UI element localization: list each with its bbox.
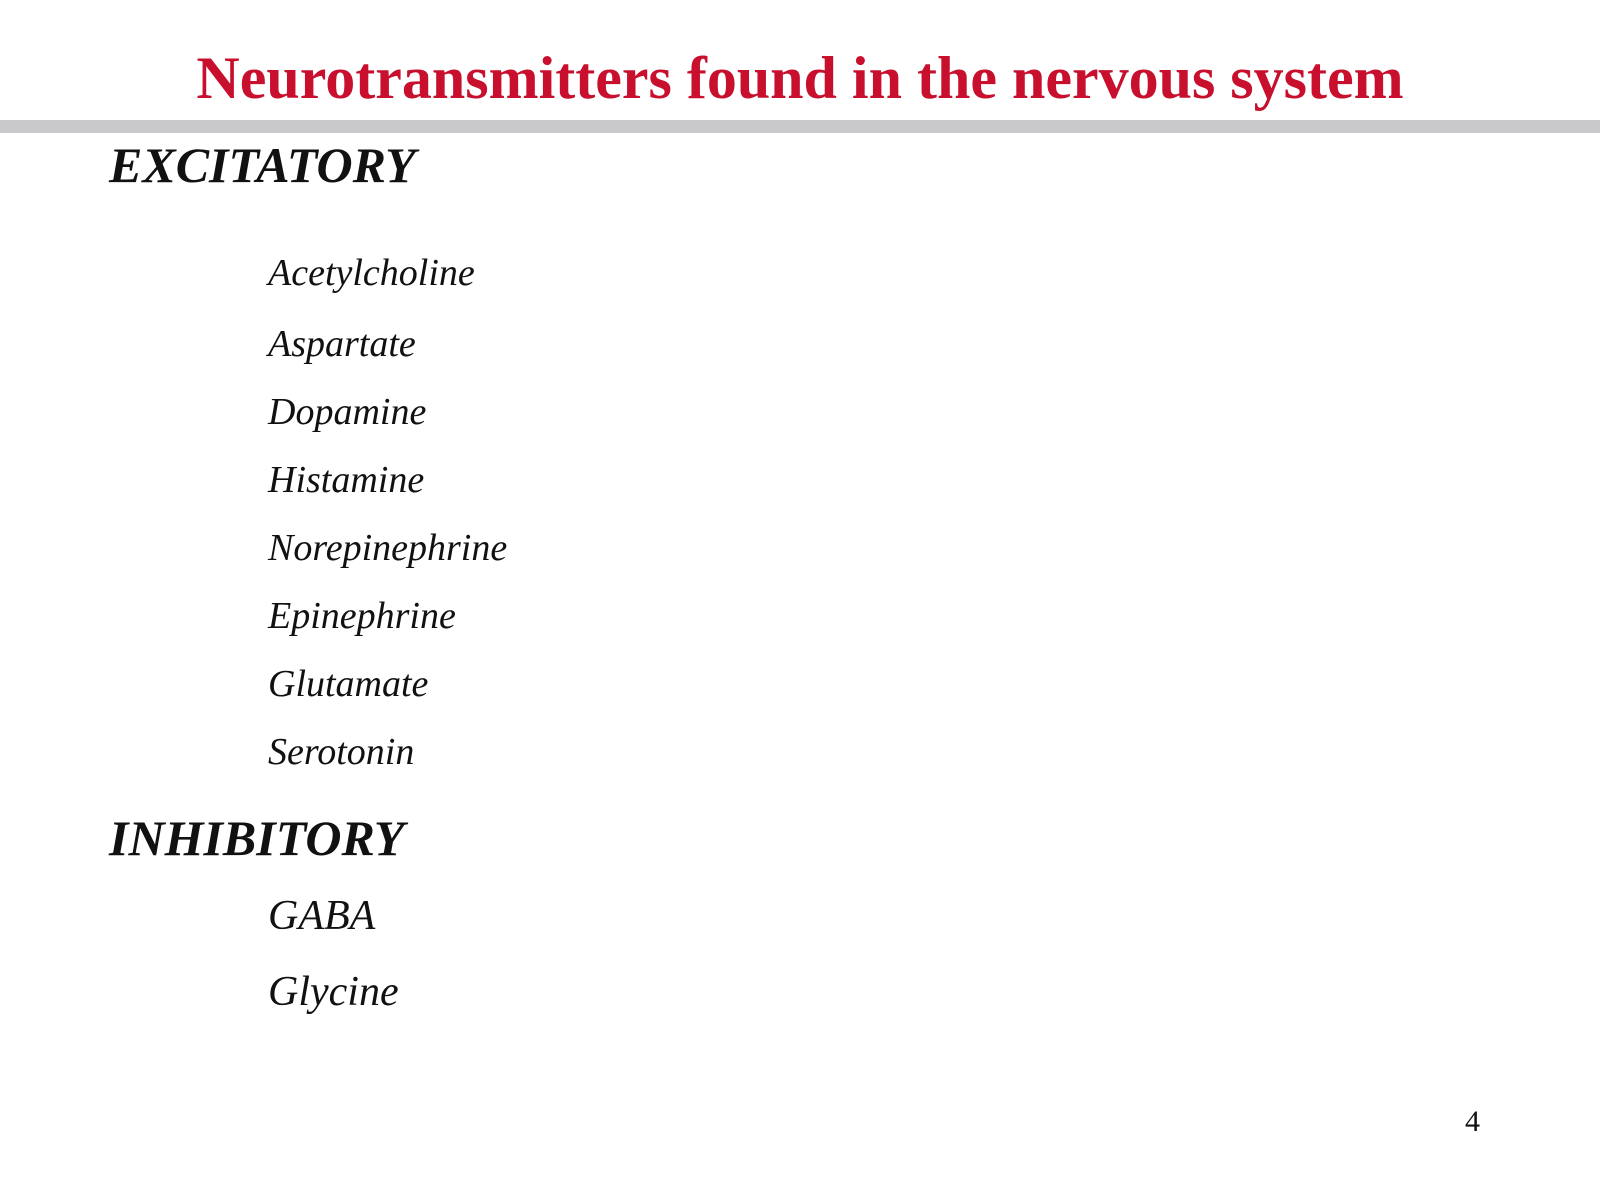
list-item: Dopamine <box>268 391 427 433</box>
list-item: GABA <box>268 893 376 939</box>
list-item: Glutamate <box>268 663 429 705</box>
list-item: Acetylcholine <box>268 252 475 294</box>
list-item: Aspartate <box>268 323 416 365</box>
list-item: Epinephrine <box>268 595 456 637</box>
page-number: 4 <box>1465 1105 1480 1138</box>
slide-title: Neurotransmitters found in the nervous system <box>196 45 1404 111</box>
list-item: Serotonin <box>268 731 415 773</box>
title-divider <box>0 120 1600 133</box>
list-item: Norepinephrine <box>268 527 508 569</box>
list-item: Histamine <box>268 459 425 501</box>
list-item: Glycine <box>268 969 399 1015</box>
section-heading-excitatory: EXCITATORY <box>109 137 416 193</box>
section-heading-inhibitory: INHIBITORY <box>109 810 405 866</box>
